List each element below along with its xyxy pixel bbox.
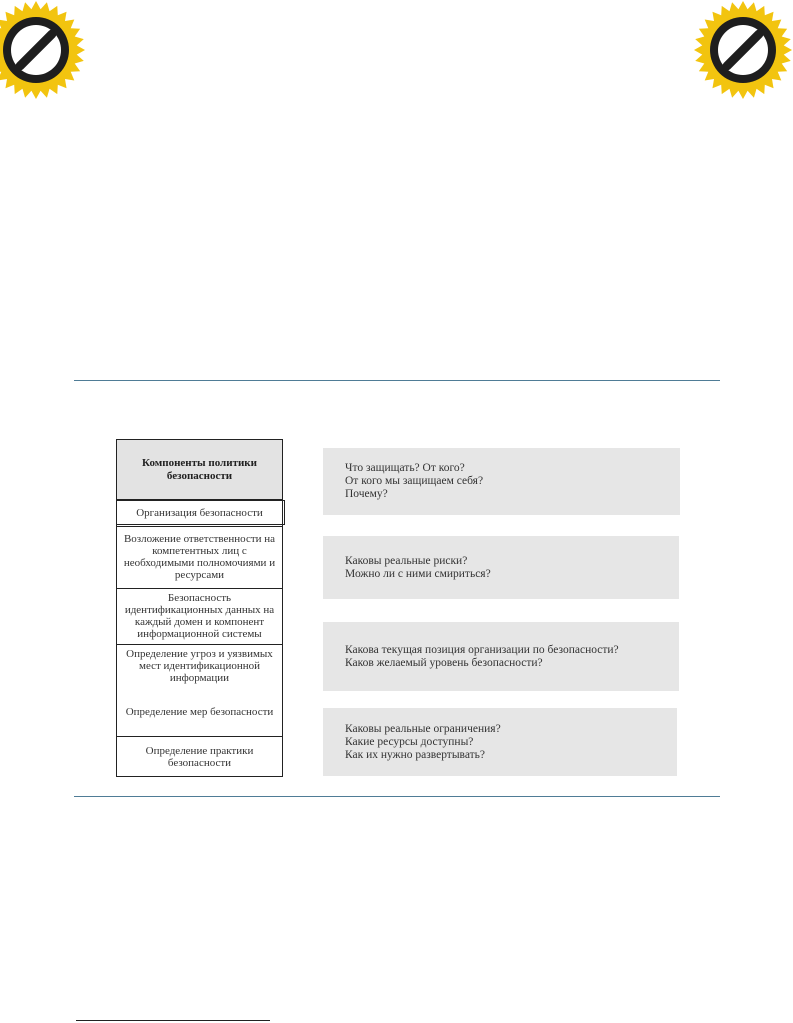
question-line: Каковы реальные риски?: [345, 554, 468, 567]
question-line: Можно ли с ними смириться?: [345, 567, 491, 580]
question-line: Как их нужно развертывать?: [345, 748, 486, 761]
component-measures: Определение мер безопасности: [125, 706, 274, 718]
component-responsibility: Возложение ответственности на компетентных лиц с необходимыми полномочиями и ресурсами: [117, 526, 282, 587]
question-box-protection: [323, 448, 680, 515]
component-identity-security: Безопасность идентификационных данных на каждый домен и компонент информационной системы: [117, 588, 282, 643]
components-header: Компоненты политики безопасности: [117, 440, 282, 500]
policy-components-table: [116, 439, 283, 777]
question-line: Каков желаемый уровень безопасности?: [345, 656, 543, 669]
component-practice: Определение практики безопасности: [117, 736, 282, 776]
footnote-separator: [76, 1020, 270, 1021]
component-threats: Определение угроз и уязвимых мест идентификационной информации: [117, 644, 282, 687]
figure-bottom-rule: [74, 796, 720, 797]
question-line: Почему?: [345, 488, 388, 500]
question-line: Каковы реальные ограничения?: [345, 722, 501, 735]
question-line: От кого мы защищаем себя?: [345, 475, 484, 487]
no-sign-icon: [693, 0, 793, 100]
question-line: Какие ресурсы доступны?: [345, 735, 474, 748]
component-security-organization: Организация безопасности: [136, 507, 263, 519]
question-line: Какова текущая позиция организации по безопасности?: [345, 643, 619, 656]
figure-top-rule: [74, 380, 720, 381]
question-box-position: [323, 622, 679, 691]
question-box-constraints: [323, 708, 677, 776]
no-sign-icon: [0, 0, 86, 100]
question-box-risks: [323, 536, 679, 599]
question-line: Что защищать? От кого?: [345, 462, 465, 474]
